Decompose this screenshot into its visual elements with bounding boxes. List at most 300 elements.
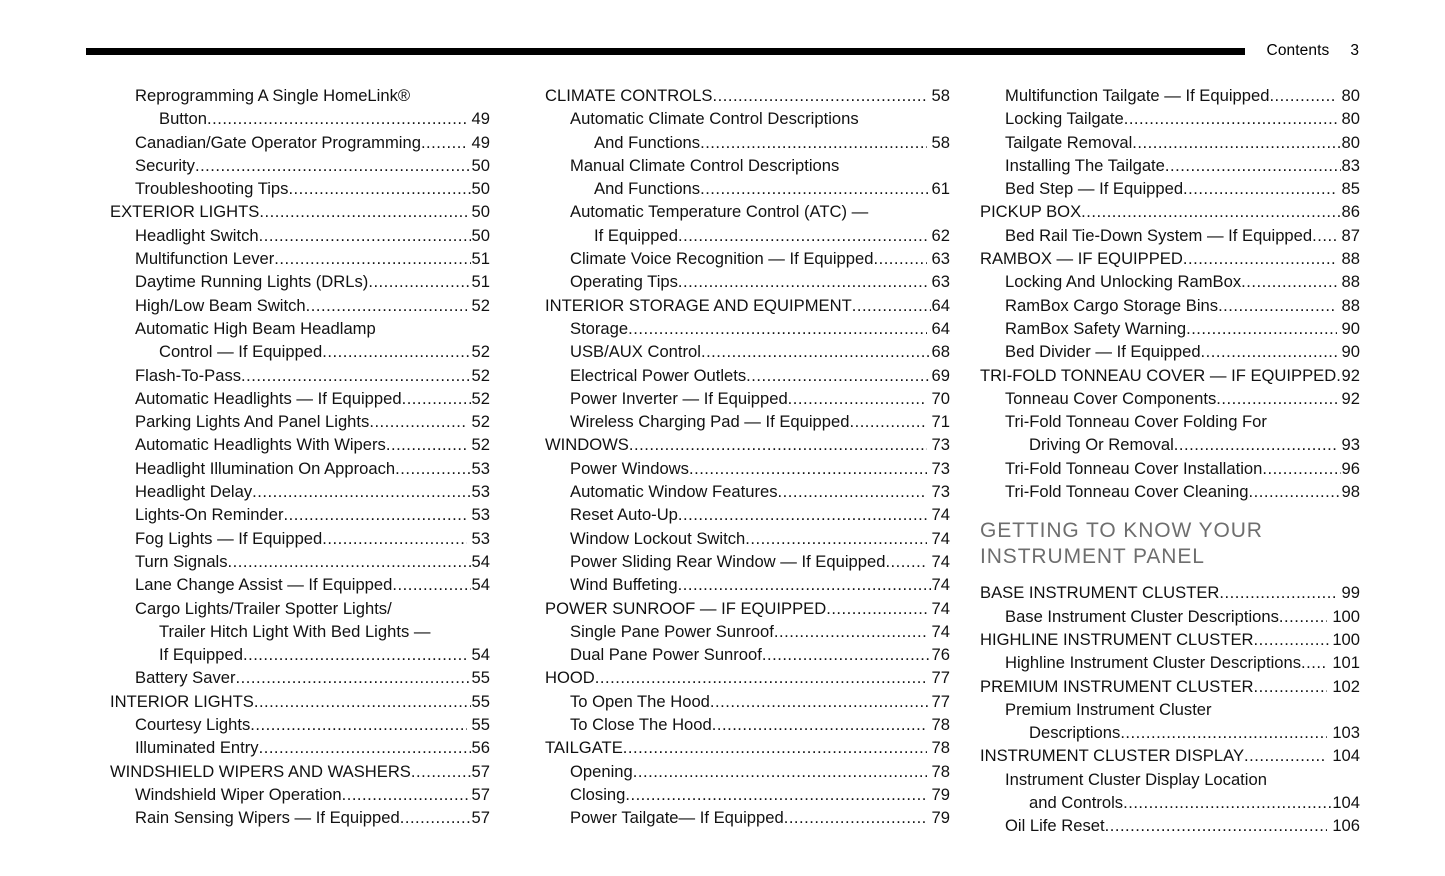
- toc-entry-title: Wind Buffeting: [570, 575, 678, 595]
- toc-entry-title: PICKUP BOX: [980, 202, 1082, 222]
- toc-entry[interactable]: [110, 177, 490, 200]
- toc-leader-dots: [678, 270, 927, 293]
- toc-entry[interactable]: [110, 643, 490, 666]
- toc-entry-title: Power Inverter — If Equipped: [570, 388, 788, 408]
- toc-leader-dots: [252, 480, 470, 503]
- toc-entry-page: 68: [931, 342, 950, 362]
- toc-entry-title: Flash-To-Pass: [135, 365, 242, 385]
- toc-entry-page: 53: [471, 458, 490, 478]
- header-rule: [86, 48, 1245, 55]
- toc-leader-dots: [1219, 581, 1336, 604]
- toc-entry-title: High/Low Beam Switch: [135, 295, 306, 315]
- toc-entry-page: 74: [931, 598, 950, 618]
- toc-leader-dots: [1123, 791, 1331, 814]
- toc-leader-dots: [288, 177, 470, 200]
- toc-entry-title: Tri-Fold Tonneau Cover Installation: [1005, 458, 1263, 478]
- toc-entry-page: 52: [471, 365, 490, 385]
- toc-leader-dots: [254, 690, 471, 713]
- toc-column-3-list: [980, 84, 1360, 838]
- toc-entry-page: 49: [471, 132, 490, 152]
- toc-entry-title: Oil Life Reset: [1005, 816, 1105, 836]
- toc-entry[interactable]: [980, 177, 1360, 200]
- toc-leader-dots: [306, 294, 467, 317]
- toc-entry[interactable]: [545, 177, 950, 200]
- toc-entry-page: 52: [471, 342, 490, 362]
- toc-leader-dots: [402, 387, 471, 410]
- toc-entry-title: Tonneau Cover Components: [1005, 388, 1217, 408]
- toc-entry[interactable]: [110, 527, 490, 550]
- toc-leader-dots: [236, 666, 471, 689]
- toc-entry-page: 99: [1341, 583, 1360, 603]
- toc-entry-page: 52: [471, 435, 490, 455]
- toc-entry-page: 90: [1341, 342, 1360, 362]
- toc-entry[interactable]: [110, 364, 490, 387]
- toc-leader-dots: [1301, 651, 1327, 674]
- toc-entry-title: Turn Signals: [135, 551, 228, 571]
- toc-entry-title: Windshield Wiper Operation: [135, 784, 342, 804]
- toc-entry[interactable]: [980, 294, 1360, 317]
- toc-entry[interactable]: [110, 410, 490, 433]
- toc-leader-dots: [595, 666, 927, 689]
- toc-entry[interactable]: [110, 200, 490, 223]
- toc-entry[interactable]: [545, 550, 950, 573]
- toc-entry-page: 57: [471, 784, 490, 804]
- toc-entry-page: 83: [1341, 155, 1360, 175]
- toc-entry[interactable]: [980, 721, 1360, 744]
- toc-entry[interactable]: [110, 620, 490, 643]
- toc-entry-title: CLIMATE CONTROLS: [545, 86, 713, 105]
- toc-leader-dots: [713, 84, 927, 107]
- toc-entry-page: 74: [931, 551, 950, 571]
- toc-entry-page: 86: [1341, 202, 1360, 222]
- toc-leader-dots: [1201, 340, 1337, 363]
- toc-entry-page: 57: [471, 808, 490, 828]
- toc-entry-page: 53: [471, 528, 490, 548]
- toc-entry-title: Automatic Climate Control Descriptions: [570, 109, 859, 129]
- toc-leader-dots: [623, 736, 927, 759]
- toc-entry-page: 54: [471, 575, 490, 595]
- toc-entry[interactable]: [980, 84, 1360, 107]
- toc-leader-dots: [678, 573, 931, 596]
- toc-entry-title: And Functions: [594, 132, 701, 152]
- toc-entry-page: 80: [1341, 132, 1360, 152]
- toc-entry-page: 64: [931, 295, 950, 315]
- toc-entry-title: EXTERIOR LIGHTS: [110, 202, 260, 222]
- toc-leader-dots: [392, 573, 470, 596]
- toc-entry-title: TRI-FOLD TONNEAU COVER — IF EQUIPPED: [980, 365, 1337, 385]
- toc-entry[interactable]: [545, 387, 950, 410]
- toc-entry-title: Highline Instrument Cluster Descriptions: [1005, 653, 1302, 673]
- toc-entry[interactable]: [980, 814, 1360, 837]
- toc-leader-dots: [322, 527, 466, 550]
- toc-entry-title: Reset Auto-Up: [570, 505, 678, 525]
- toc-entry-title: Automatic Window Features: [570, 482, 778, 502]
- toc-entry-title: HIGHLINE INSTRUMENT CLUSTER: [980, 629, 1254, 649]
- toc-leader-dots: [745, 527, 926, 550]
- toc-entry[interactable]: [545, 107, 950, 130]
- toc-leader-dots: [1218, 294, 1336, 317]
- toc-leader-dots: [274, 247, 470, 270]
- toc-entry-page: 54: [471, 645, 490, 665]
- toc-entry-page: 54: [471, 551, 490, 571]
- toc-entry[interactable]: [110, 247, 490, 270]
- toc-entry[interactable]: [110, 503, 490, 526]
- toc-entry[interactable]: [110, 597, 490, 620]
- toc-leader-dots: [625, 783, 926, 806]
- toc-entry-title: Climate Voice Recognition — If Equipped: [570, 249, 874, 269]
- toc-entry-page: 58: [931, 86, 950, 105]
- toc-entry[interactable]: [980, 651, 1360, 674]
- toc-entry-page: 74: [931, 528, 950, 548]
- toc-entry-page: 58: [931, 132, 950, 152]
- toc-entry[interactable]: [545, 294, 950, 317]
- toc-entry[interactable]: [980, 698, 1360, 721]
- toc-entry[interactable]: [110, 433, 490, 456]
- toc-leader-dots: [259, 224, 471, 247]
- toc-entry-page: 102: [1332, 676, 1360, 696]
- toc-entry-page: 55: [471, 668, 490, 688]
- toc-entry-title: Security: [135, 155, 195, 175]
- toc-column-3: [950, 84, 1445, 838]
- toc-leader-dots: [1183, 247, 1337, 270]
- toc-leader-dots: [1254, 675, 1328, 698]
- toc-entry-page: 90: [1341, 318, 1360, 338]
- toc-entry[interactable]: [545, 573, 950, 596]
- toc-entry-page: 103: [1332, 723, 1360, 743]
- toc-entry[interactable]: [545, 84, 950, 107]
- toc-entry-page: 63: [931, 249, 950, 269]
- toc-leader-dots: [241, 364, 470, 387]
- toc-entry-title: WINDOWS: [545, 435, 629, 455]
- toc-entry-page: 51: [471, 249, 490, 269]
- toc-leader-dots: [421, 131, 467, 154]
- toc-entry-title: If Equipped: [159, 645, 243, 665]
- toc-entry[interactable]: [545, 690, 950, 713]
- toc-entry-page: 49: [471, 109, 490, 129]
- toc-entry[interactable]: [545, 643, 950, 666]
- toc-entry[interactable]: [110, 736, 490, 759]
- toc-entry-page: 50: [471, 225, 490, 245]
- toc-entry-title: Power Windows: [570, 458, 689, 478]
- toc-entry-title: Automatic Headlights With Wipers: [135, 435, 386, 455]
- toc-entry-title: Canadian/Gate Operator Programming: [135, 132, 421, 152]
- toc-leader-dots: [678, 224, 927, 247]
- toc-entry-page: 73: [931, 482, 950, 502]
- toc-entry-title: Storage: [570, 318, 629, 338]
- toc-leader-dots: [885, 550, 926, 573]
- toc-entry[interactable]: [545, 131, 950, 154]
- toc-entry[interactable]: [545, 760, 950, 783]
- toc-columns: [0, 84, 1445, 838]
- toc-entry-title: Tri-Fold Tonneau Cover Cleaning: [1005, 482, 1249, 502]
- toc-entry-page: 104: [1332, 746, 1360, 766]
- toc-entry[interactable]: [545, 527, 950, 550]
- toc-entry[interactable]: [545, 713, 950, 736]
- toc-leader-dots: [1183, 177, 1336, 200]
- toc-entry[interactable]: [110, 107, 490, 130]
- toc-entry-title: Courtesy Lights: [135, 715, 251, 735]
- toc-entry-title: Tailgate Removal: [1005, 132, 1133, 152]
- toc-entry[interactable]: [110, 131, 490, 154]
- toc-entry[interactable]: [980, 247, 1360, 270]
- toc-entry-title: and Controls: [1029, 793, 1124, 813]
- toc-entry[interactable]: [110, 713, 490, 736]
- toc-entry[interactable]: [980, 340, 1360, 363]
- toc-leader-dots: [689, 457, 927, 480]
- toc-entry[interactable]: [980, 131, 1360, 154]
- toc-entry-title: Automatic High Beam Headlamp: [135, 318, 376, 338]
- toc-entry[interactable]: [545, 224, 950, 247]
- toc-entry[interactable]: [980, 457, 1360, 480]
- toc-entry[interactable]: [980, 224, 1360, 247]
- toc-entry-title: Closing: [570, 784, 626, 804]
- toc-entry-title: Single Pane Power Sunroof: [570, 621, 774, 641]
- toc-entry-title: Power Sliding Rear Window — If Equipped: [570, 551, 886, 571]
- toc-leader-dots: [1269, 84, 1336, 107]
- toc-entry-page: 52: [471, 295, 490, 315]
- toc-leader-dots: [873, 247, 926, 270]
- toc-entry-page: 96: [1341, 458, 1360, 478]
- toc-leader-dots: [1312, 224, 1336, 247]
- toc-entry-title: Descriptions: [1029, 723, 1121, 743]
- toc-leader-dots: [826, 597, 926, 620]
- toc-entry[interactable]: [980, 364, 1360, 387]
- toc-entry[interactable]: [980, 675, 1360, 698]
- toc-entry-page: 61: [931, 179, 950, 199]
- toc-leader-dots: [368, 270, 470, 293]
- toc-entry[interactable]: [110, 480, 490, 503]
- toc-entry-title: Headlight Delay: [135, 482, 253, 502]
- toc-column-1: [0, 84, 490, 838]
- toc-entry[interactable]: [110, 84, 490, 107]
- toc-leader-dots: [228, 550, 471, 573]
- toc-entry[interactable]: [545, 806, 950, 829]
- toc-entry-title: Fog Lights — If Equipped: [135, 528, 323, 548]
- toc-entry-title: Premium Instrument Cluster: [1005, 699, 1212, 719]
- toc-entry-title: INSTRUMENT CLUSTER DISPLAY: [980, 746, 1245, 766]
- toc-entry[interactable]: [545, 433, 950, 456]
- toc-entry[interactable]: [110, 550, 490, 573]
- toc-entry-page: 106: [1332, 816, 1360, 836]
- toc-entry-title: Opening: [570, 761, 633, 781]
- toc-entry[interactable]: [545, 503, 950, 526]
- toc-entry-title: Automatic Headlights — If Equipped: [135, 388, 402, 408]
- toc-entry[interactable]: [545, 410, 950, 433]
- toc-entry-title: Daytime Running Lights (DRLs): [135, 272, 369, 292]
- toc-entry-title: Driving Or Removal: [1029, 435, 1174, 455]
- toc-entry-title: Power Tailgate— If Equipped: [570, 808, 784, 828]
- toc-entry-page: 93: [1341, 435, 1360, 455]
- toc-entry-page: 104: [1332, 793, 1360, 813]
- toc-entry[interactable]: [545, 200, 950, 223]
- toc-entry-title: Base Instrument Cluster Descriptions: [1005, 606, 1279, 626]
- toc-entry[interactable]: [545, 247, 950, 270]
- toc-entry[interactable]: [980, 433, 1360, 456]
- toc-entry-title: Wireless Charging Pad — If Equipped: [570, 412, 850, 432]
- toc-entry-page: 85: [1341, 179, 1360, 199]
- toc-entry[interactable]: [545, 364, 950, 387]
- toc-entry[interactable]: [980, 581, 1360, 604]
- toc-entry[interactable]: [110, 154, 490, 177]
- toc-entry-page: 74: [931, 575, 950, 595]
- toc-entry-page: 74: [931, 505, 950, 525]
- toc-entry-page: 92: [1341, 365, 1360, 385]
- toc-entry-title: To Close The Hood: [570, 715, 712, 735]
- toc-entry-title: Bed Divider — If Equipped: [1005, 342, 1201, 362]
- toc-entry-page: 57: [471, 761, 490, 781]
- toc-entry-page: 50: [471, 202, 490, 222]
- toc-entry-title: Instrument Cluster Display Location: [1005, 769, 1267, 789]
- toc-entry-page: 87: [1341, 225, 1360, 245]
- toc-entry[interactable]: [980, 154, 1360, 177]
- toc-entry-title: Rain Sensing Wipers — If Equipped: [135, 808, 400, 828]
- toc-entry-title: Locking Tailgate: [1005, 109, 1124, 129]
- toc-entry[interactable]: [980, 410, 1360, 433]
- toc-leader-dots: [342, 783, 471, 806]
- toc-entry[interactable]: [545, 480, 950, 503]
- toc-entry[interactable]: [980, 317, 1360, 340]
- toc-entry[interactable]: [110, 457, 490, 480]
- toc-leader-dots: [1262, 457, 1340, 480]
- toc-entry[interactable]: [110, 760, 490, 783]
- toc-entry-title: Battery Saver: [135, 668, 236, 688]
- toc-entry[interactable]: [110, 783, 490, 806]
- toc-entry[interactable]: [980, 628, 1360, 651]
- toc-leader-dots: [259, 736, 471, 759]
- toc-entry[interactable]: [545, 783, 950, 806]
- toc-leader-dots: [1174, 433, 1337, 456]
- toc-entry-page: 53: [471, 482, 490, 502]
- toc-entry-title: Button: [159, 109, 207, 129]
- toc-leader-dots: [411, 760, 471, 783]
- toc-entry-title: Lane Change Assist — If Equipped: [135, 575, 393, 595]
- toc-leader-dots: [1186, 317, 1336, 340]
- toc-entry[interactable]: [545, 620, 950, 643]
- toc-leader-dots: [1124, 107, 1337, 130]
- toc-entry[interactable]: [980, 387, 1360, 410]
- toc-entry[interactable]: [110, 340, 490, 363]
- toc-entry-title: Cargo Lights/Trailer Spotter Lights/: [135, 598, 392, 618]
- toc-entry-page: 76: [931, 645, 950, 665]
- toc-leader-dots: [259, 200, 466, 223]
- toc-leader-dots: [784, 806, 927, 829]
- toc-entry[interactable]: [110, 317, 490, 340]
- toc-leader-dots: [284, 503, 467, 526]
- toc-entry[interactable]: [110, 690, 490, 713]
- toc-entry[interactable]: [980, 200, 1360, 223]
- toc-entry-page: 56: [471, 738, 490, 758]
- toc-entry[interactable]: [110, 294, 490, 317]
- toc-leader-dots: [852, 294, 931, 317]
- toc-leader-dots: [207, 107, 467, 130]
- toc-entry[interactable]: [980, 270, 1360, 293]
- toc-leader-dots: [778, 480, 927, 503]
- toc-entry-title: And Functions: [594, 179, 701, 199]
- toc-entry-title: Lights-On Reminder: [135, 505, 284, 525]
- toc-entry-title: Window Lockout Switch: [570, 528, 746, 548]
- toc-entry[interactable]: [545, 270, 950, 293]
- toc-column-2-list: [545, 84, 950, 830]
- toc-entry[interactable]: [980, 768, 1360, 791]
- toc-leader-dots: [1105, 814, 1328, 837]
- section-heading-line-2: INSTRUMENT PANEL: [980, 545, 1205, 569]
- toc-entry-page: 98: [1341, 482, 1360, 502]
- page-number: 3: [1350, 42, 1359, 59]
- toc-entry-title: Headlight Switch: [135, 225, 259, 245]
- toc-entry[interactable]: [545, 597, 950, 620]
- toc-entry-title: If Equipped: [594, 225, 678, 245]
- toc-entry-title: Installing The Tailgate: [1005, 155, 1165, 175]
- toc-entry[interactable]: [980, 107, 1360, 130]
- toc-entry-page: 88: [1341, 295, 1360, 315]
- toc-entry[interactable]: [110, 224, 490, 247]
- toc-entry[interactable]: [545, 666, 950, 689]
- toc-leader-dots: [629, 433, 927, 456]
- toc-entry[interactable]: [110, 666, 490, 689]
- toc-entry-title: USB/AUX Control: [570, 342, 701, 362]
- toc-entry-page: 77: [931, 668, 950, 688]
- toc-entry-title: To Open The Hood: [570, 691, 710, 711]
- toc-entry-page: 88: [1341, 272, 1360, 292]
- toc-entry[interactable]: [545, 457, 950, 480]
- page-header: [86, 36, 1359, 66]
- toc-entry[interactable]: [110, 573, 490, 596]
- toc-entry-page: 51: [471, 272, 490, 292]
- toc-leader-dots: [700, 131, 926, 154]
- toc-entry[interactable]: [545, 340, 950, 363]
- toc-entry[interactable]: [110, 806, 490, 829]
- toc-entry[interactable]: [980, 791, 1360, 814]
- toc-entry[interactable]: [545, 154, 950, 177]
- toc-entry-title: Electrical Power Outlets: [570, 365, 747, 385]
- toc-leader-dots: [701, 340, 931, 363]
- toc-entry-page: 52: [471, 388, 490, 408]
- toc-entry-title: INTERIOR LIGHTS: [110, 691, 254, 711]
- toc-entry-page: 100: [1332, 606, 1360, 626]
- toc-leader-dots: [762, 643, 931, 666]
- toc-entry[interactable]: [980, 605, 1360, 628]
- toc-leader-dots: [243, 643, 467, 666]
- toc-entry-title: POWER SUNROOF — IF EQUIPPED: [545, 598, 827, 618]
- toc-entry-title: Manual Climate Control Descriptions: [570, 155, 840, 175]
- toc-entry[interactable]: [980, 480, 1360, 503]
- toc-entry-page: 50: [471, 155, 490, 175]
- toc-entry[interactable]: [110, 387, 490, 410]
- toc-entry-title: INTERIOR STORAGE AND EQUIPMENT: [545, 295, 852, 315]
- toc-entry-page: 52: [471, 412, 490, 432]
- toc-entry-title: Multifunction Tailgate — If Equipped: [1005, 86, 1270, 105]
- toc-entry-title: Multifunction Lever: [135, 249, 275, 269]
- toc-entry-title: BASE INSTRUMENT CLUSTER: [980, 583, 1220, 603]
- toc-entry[interactable]: [545, 317, 950, 340]
- toc-leader-dots: [322, 340, 470, 363]
- toc-entry-title: RamBox Safety Warning: [1005, 318, 1187, 338]
- toc-leader-dots: [1241, 270, 1336, 293]
- toc-entry-title: Automatic Temperature Control (ATC) —: [570, 202, 869, 222]
- toc-entry[interactable]: [980, 744, 1360, 767]
- toc-entry[interactable]: [545, 736, 950, 759]
- toc-entry-title: Bed Rail Tie-Down System — If Equipped: [1005, 225, 1313, 245]
- toc-entry-title: Parking Lights And Panel Lights: [135, 412, 370, 432]
- toc-entry-title: HOOD: [545, 668, 595, 688]
- toc-entry-title: Reprogramming A Single HomeLink®: [135, 86, 411, 105]
- toc-entry[interactable]: [110, 270, 490, 293]
- toc-leader-dots: [369, 410, 466, 433]
- toc-entry-page: 69: [931, 365, 950, 385]
- toc-entry-page: 55: [471, 691, 490, 711]
- toc-leader-dots: [1254, 628, 1332, 651]
- toc-leader-dots: [1165, 154, 1341, 177]
